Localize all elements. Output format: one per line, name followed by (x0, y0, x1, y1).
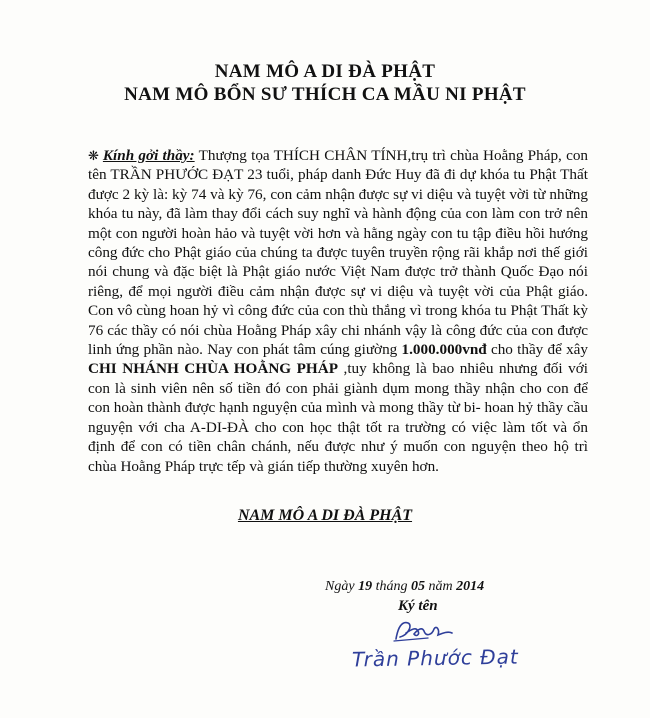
date-prefix: Ngày (325, 579, 359, 594)
letter-text-part-a: Thượng tọa THÍCH CHÂN TÍNH,trụ trì chùa Hoằng Pháp, con tên TRẦN PHƯỚC ĐẠT 23 tuổi, pháp danh Đức Huy đã đi dự khóa tu Phật Thất được 2 kỳ là: kỳ 74 và kỳ 76, con cảm nhận được sự vi diệu và tuyệt vời từ những khóa tu này, đã làm thay đổi cách suy nghĩ và hành động của con làm con trở nên một con người hoàn hảo và tuyệt vời hơn và hằng ngày con tu tập điều hồi hướng công đức cho Phật giáo của chúng ta được tuyên truyền rộng rãi khắp nơi thế giới nói chung và đặc biệt là Phật giáo nước Việt Nam được trở thành Quốc Đạo nói riêng, để mọi người điều cảm nhận được sự vi diệu và tuyệt vời của Phật giáo. Con vô cùng hoan hỷ vì công đức của con thù thắng vì trong khóa tu Phật Thất kỳ 76 các thầy có nói chùa Hoằng Pháp xây chi nhánh vậy là công đức của con được linh ứng phần nào. Nay con phát tâm cúng giường (88, 147, 589, 359)
date-year: 2014 (456, 579, 485, 594)
header-line-2: NAM MÔ BỔN SƯ THÍCH CA MẦU NI PHẬT (124, 84, 526, 105)
header-line-1: NAM MÔ A DI ĐÀ PHẬT (214, 61, 436, 82)
letter-text-part-b: cho thầy để xây (486, 341, 588, 359)
date-month: 05 (410, 579, 425, 594)
handwritten-name: Trần Phước Đạt (351, 644, 519, 672)
sign-label: Ký tên (398, 598, 438, 614)
letter-paragraph (88, 146, 588, 476)
bullet-icon: ❋ (88, 148, 99, 163)
salutation: Kính gởi thầy: (102, 147, 195, 164)
letter-body (88, 146, 588, 476)
date-line (325, 579, 484, 595)
signature-scribble (388, 615, 458, 645)
branch-name: CHI NHÁNH CHÙA HOẰNG PHÁP (88, 360, 338, 378)
date-year-label: năm (424, 579, 457, 594)
letter-text-part-c: ,tuy không là bao nhiêu nhưng đối với con là sinh viên nên số tiền đó con phải giành dụm mong thầy nhận cho con để con hoàn thành được hạnh nguyện của mình và mong thầy từ bi- hoan hỷ thầy cầu nguyện với cha A-DI-ĐÀ cho con học thật tốt ra trường có việc làm tốt và ổn định để con có tiền chân chánh, nếu được như ý muốn con nguyện theo hộ trì chùa Hoằng Pháp trực tếp và gián tiếp thường xuyên hơn. (88, 360, 588, 475)
date-month-label: tháng (372, 579, 411, 594)
donation-amount: 1.000.000vnđ (401, 341, 487, 359)
date-day: 19 (358, 579, 373, 594)
closing-invocation: NAM MÔ A DI ĐÀ PHẬT (237, 507, 413, 524)
